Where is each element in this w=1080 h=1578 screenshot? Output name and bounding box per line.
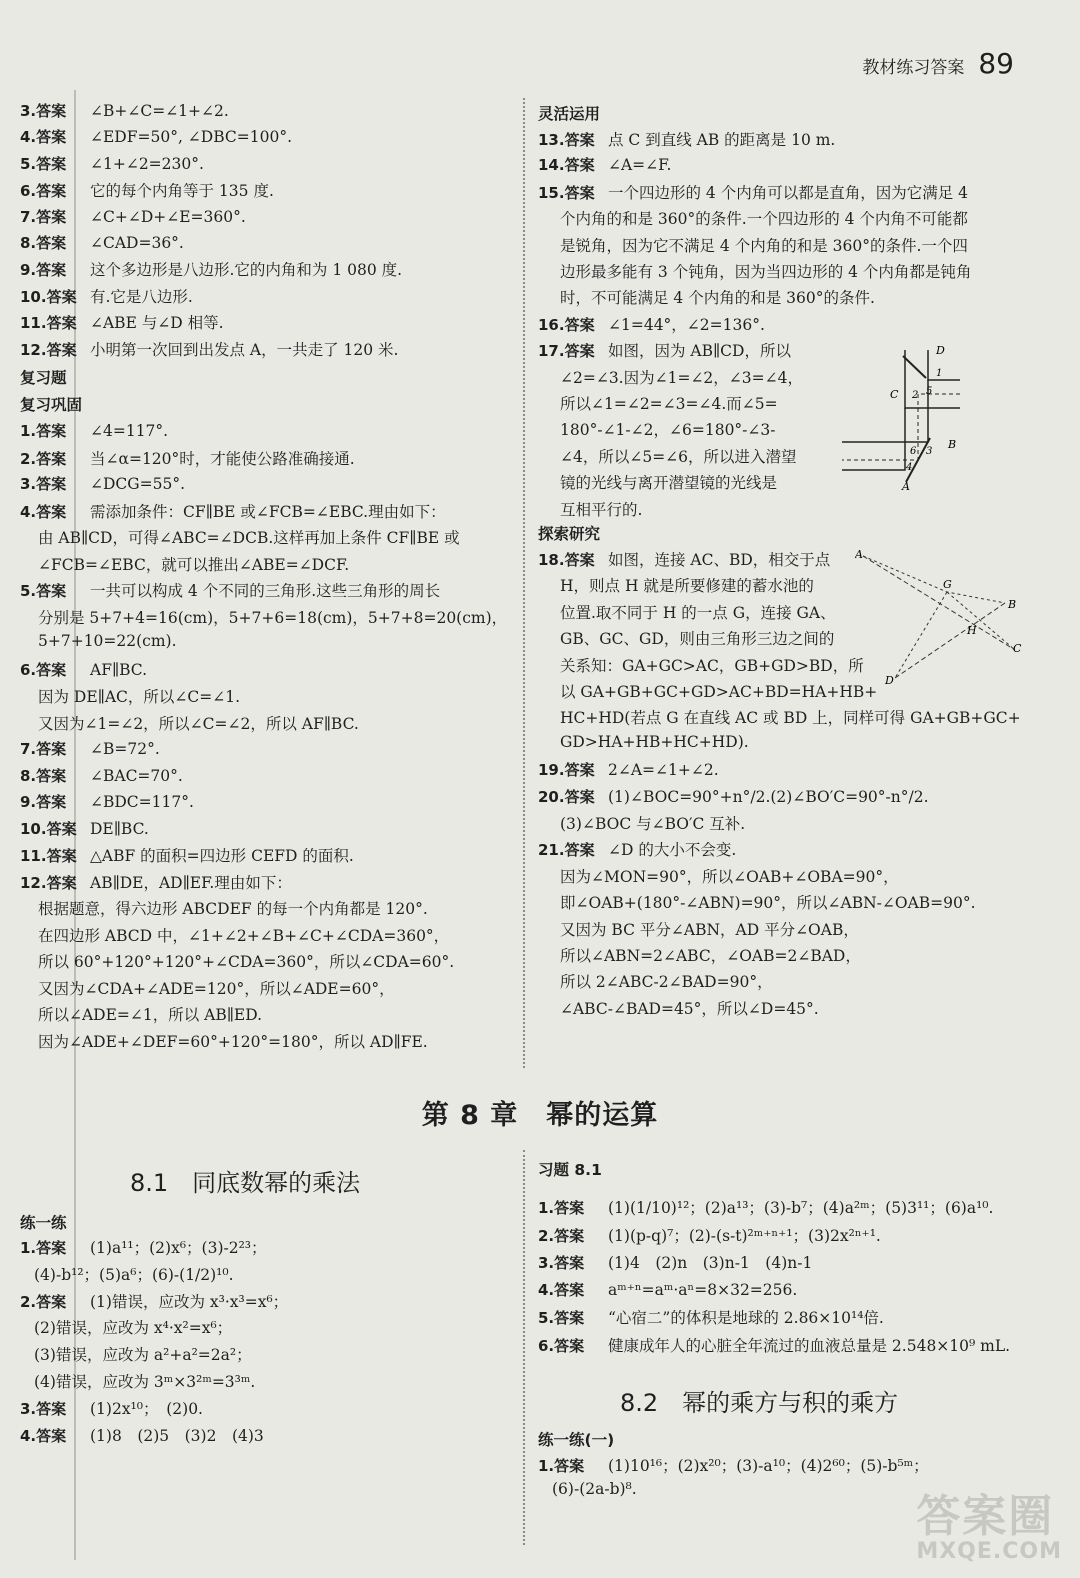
answer-line (538, 1480, 637, 1498)
review-subtitle: 复习巩固 (20, 396, 83, 414)
answer-number: 6.答案 (20, 660, 67, 679)
answer-number: 10.答案 (20, 287, 77, 306)
answer-text: 时，不可能满足 4 个内角的和是 360°的条件. (560, 289, 875, 308)
watermark (916, 1491, 1062, 1564)
answer-text: 如图，因为 AB∥CD，所以 (608, 342, 791, 361)
answer-text: 因为∠ADE+∠DEF=60°+120°=180°，所以 AD∥FE. (38, 1032, 428, 1051)
answer-line (538, 445, 797, 467)
answer-text: 这个多边形是八边形.它的内角和为 1 080 度. (90, 261, 403, 280)
answer-number: 4.答案 (20, 1426, 67, 1445)
watermark-logo-text: 答案圈 (916, 1491, 1055, 1542)
answer-line (538, 548, 830, 570)
answer-text: 它的每个内角等于 135 度. (90, 182, 274, 201)
answer-line (20, 100, 229, 121)
fig18-label-d: D (885, 674, 894, 687)
answer-line (538, 838, 736, 860)
answer-line (20, 338, 399, 360)
fig17-label-c: C (890, 388, 899, 401)
answer-text: 互相平行的. (560, 500, 643, 519)
answer-line (20, 553, 349, 575)
answer-line (538, 234, 968, 256)
answer-text: (1)错误，应改为 x³·x³=x⁶； (90, 1292, 289, 1311)
answer-text: 由 AB∥CD，可得∠ABC=∠DCB.这样再加上条件 CF∥BE 或 (38, 529, 460, 547)
answer-text: AB∥DE，AD∥EF.理由如下： (90, 873, 292, 892)
answer-line (538, 207, 968, 229)
answer-line (20, 500, 446, 522)
answer-text: 小明第一次回到出发点 A，一共走了 120 米. (90, 340, 399, 359)
answer-line (20, 871, 292, 893)
answer-text: 一共可以构成 4 个不同的三角形.这些三角形的周长 (90, 582, 441, 600)
answer-text: (2)错误，应改为 x⁴·x²=x⁶； (34, 1319, 233, 1338)
answer-line (20, 685, 240, 707)
answer-text: ∠4=117°. (90, 422, 169, 440)
answer-number: 4.答案 (20, 502, 67, 521)
answer-text: ∠ABC-∠BAD=45°，所以∠D=45°. (560, 999, 819, 1018)
section-explore: 探索研究 (538, 525, 601, 543)
fig17-label-4: 4 (906, 462, 913, 473)
answer-number: 4.答案 (20, 128, 67, 147)
answer-line (20, 924, 449, 946)
answer-line (20, 258, 402, 280)
section-8-2-title: 8.2 幂的乘方与积的乘方 (620, 1389, 899, 1417)
answer-line (20, 632, 177, 650)
answer-number: 4.答案 (538, 1280, 585, 1299)
section-flexible-use: 灵活运用 (538, 105, 601, 123)
answer-line (538, 1196, 993, 1218)
answer-text: GD>HA+HB+HC+HD). (560, 732, 749, 751)
answer-text: △ABF 的面积=四边形 CEFD 的面积. (90, 847, 354, 865)
periscope-figure (840, 342, 970, 492)
answer-text: 镜的光线与离开潜望镜的光线是 (560, 474, 778, 493)
fig17-label-5: 5 (926, 386, 933, 397)
answer-line (538, 1251, 812, 1273)
answer-line (20, 126, 292, 147)
answer-text: 有.它是八边形. (90, 287, 193, 306)
answer-line (20, 1370, 255, 1392)
answer-text: 分别是 5+7+4=16(cm)，5+7+6=18(cm)，5+7+8=20(cm)， (38, 608, 508, 627)
answer-line (538, 786, 929, 807)
fig17-label-3: 3 (926, 446, 933, 457)
answer-number: 3.答案 (538, 1254, 585, 1273)
answer-line (20, 977, 395, 999)
answer-text: ∠D 的大小不会变. (608, 841, 737, 860)
answer-line (538, 1454, 929, 1476)
answer-number: 11.答案 (20, 314, 77, 333)
answer-line (538, 1334, 1010, 1356)
answer-line (20, 1424, 264, 1446)
answer-text: (1)10¹⁶；(2)x²⁰；(3)-a¹⁰；(4)2⁶⁰；(5)-b⁵ᵐ； (608, 1457, 929, 1475)
answer-text: 健康成年人的心脏全年流过的血液总量是 2.548×10⁹ mL. (608, 1337, 1011, 1355)
answer-line (20, 179, 274, 201)
fig17-label-d: D (936, 344, 945, 357)
answer-text: 又因为 BC 平分∠ABN，AD 平分∠OAB， (560, 920, 859, 939)
answer-number: 21.答案 (538, 841, 595, 860)
answer-text: 位置.取不同于 H 的一点 G，连接 GA、 (560, 603, 836, 622)
answer-line (538, 1224, 881, 1246)
answer-text: ∠A=∠F. (608, 156, 672, 175)
watermark-url: MXQE.COM (916, 1539, 1062, 1564)
answer-line (538, 627, 834, 649)
answer-text: 因为 DE∥AC，所以∠C=∠1. (38, 688, 240, 706)
answer-text: GB、GC、GD，则由三角形三边之间的 (560, 630, 835, 649)
answer-line (538, 313, 765, 335)
answer-number: 12.答案 (20, 873, 77, 892)
answer-line (538, 918, 859, 940)
answer-number: 12.答案 (20, 340, 77, 359)
answer-number: 3.答案 (20, 102, 67, 120)
answer-line (20, 447, 355, 469)
fig17-label-1: 1 (936, 368, 943, 379)
answer-line (20, 420, 168, 441)
answer-number: 9.答案 (20, 261, 67, 280)
column-divider-top (523, 98, 525, 1068)
fig18-label-h: H (967, 624, 977, 637)
answer-text: 需添加条件：CF∥BE 或∠FCB=∠EBC.理由如下： (90, 502, 446, 521)
answer-number: 3.答案 (20, 475, 67, 493)
answer-number: 18.答案 (538, 551, 595, 569)
answer-text: “心宿二”的体积是地球的 2.86×10¹⁴倍. (608, 1309, 884, 1328)
answer-line (20, 897, 428, 919)
answer-number: 1.答案 (538, 1199, 585, 1217)
answer-number: 6.答案 (538, 1337, 585, 1355)
answer-line (538, 418, 776, 440)
answer-text: (4)错误，应改为 3ᵐ×3²ᵐ=3³ᵐ. (34, 1373, 256, 1391)
practice-8-1-title: 练一练 (20, 1214, 67, 1232)
answer-line (538, 339, 791, 361)
header-title: 教材练习答案 (862, 58, 965, 78)
answer-text: 5+7+10=22(cm). (38, 632, 177, 650)
answer-text: DE∥BC. (90, 819, 149, 838)
fig18-label-b: B (1008, 598, 1017, 611)
answer-line (20, 844, 354, 866)
answer-text: (1)(1/10)¹²；(2)a¹³；(3)-b⁷；(4)a²ᵐ；(5)3¹¹；(6)a¹⁰. (608, 1199, 994, 1217)
answer-line (538, 286, 875, 308)
answer-number: 5.答案 (20, 582, 67, 600)
answer-line (20, 818, 149, 839)
practice-8-2-title: 练一练(一) (538, 1431, 615, 1449)
answer-text: AF∥BC. (90, 660, 148, 679)
answer-line (538, 366, 803, 388)
answer-line (20, 579, 440, 601)
answer-number: 5.答案 (20, 154, 67, 173)
answer-text: 个内角的和是 360°的条件.一个四边形的 4 个内角不可能都 (560, 210, 968, 229)
answer-line (20, 206, 246, 227)
answer-number: 2.答案 (538, 1226, 585, 1245)
answer-number: 10.答案 (20, 819, 77, 838)
answer-number: 1.答案 (538, 1457, 585, 1475)
fig17-label-2: 2 (912, 390, 919, 401)
answer-text: (1)(p-q)⁷；(2)-(s-t)²ᵐ⁺ⁿ⁺¹；(3)2x²ⁿ⁺¹. (608, 1226, 881, 1245)
answer-number: 3.答案 (20, 1399, 67, 1418)
answer-text: ∠B+∠C=∠1+∠2. (90, 102, 229, 120)
review-title: 复习题 (20, 369, 67, 387)
answer-line (538, 1279, 797, 1300)
section-8-1-title: 8.1 同底数幂的乘法 (130, 1169, 361, 1197)
answer-text: 边形最多能有 3 个钝角，因为当四边形的 4 个内角都是钝角 (560, 263, 972, 281)
answer-text: 因为∠MON=90°，所以∠OAB+∠OBA=90°， (560, 867, 899, 886)
answer-line (538, 759, 719, 780)
answer-line (538, 944, 861, 966)
fig17-label-b: B (948, 438, 957, 451)
answer-number: 13.答案 (538, 131, 595, 149)
answer-text: 所以∠1=∠2=∠3=∠4.而∠5= (560, 395, 778, 413)
answer-line (20, 950, 454, 972)
answer-text: 关系知：GA+GC>AC，GB+GD>BD，所 (560, 656, 864, 675)
answer-text: 一个四边形的 4 个内角可以都是直角，因为它满足 4 (608, 183, 969, 202)
answer-text: 点 C 到直线 AB 的距离是 10 m. (608, 131, 836, 149)
answer-line (20, 659, 147, 680)
answer-text: 是锐角，因为它不满足 4 个内角的和是 360°的条件.一个四 (560, 236, 968, 255)
answer-line (538, 654, 864, 676)
answer-text: 所以 60°+120°+120°+∠CDA=360°，所以∠CDA=60°. (38, 953, 455, 971)
answer-number: 14.答案 (538, 156, 595, 175)
answer-line (20, 153, 204, 174)
answer-text: (4)-b¹²；(5)a⁶；(6)-(1/2)¹⁰. (34, 1265, 234, 1284)
column-divider-bottom (523, 1150, 525, 1545)
answer-number: 7.答案 (20, 207, 67, 226)
answer-text: (3)错误，应改为 a²+a²=2a²； (34, 1346, 252, 1365)
answer-text: (3)∠BOC 与∠BO′C 互补. (560, 815, 746, 833)
answer-text: 即∠OAB+(180°-∠ABN)=90°，所以∠ABN-∠OAB=90°. (560, 894, 976, 913)
answer-text: 以 GA+GB+GC+GD>AC+BD=HA+HB+ (560, 683, 878, 701)
answer-text: 又因为∠CDA+∠ADE=120°，所以∠ADE=60°， (38, 979, 395, 998)
answer-line (538, 574, 814, 596)
answer-text: 当∠α=120°时，才能使公路准确接通. (90, 449, 355, 468)
answer-number: 2.答案 (20, 449, 67, 468)
answer-text: 180°-∠1-∠2，∠6=180°-∠3- (560, 421, 776, 440)
answer-text: ∠1+∠2=230°. (90, 154, 204, 173)
answer-line (20, 285, 193, 307)
answer-line (538, 154, 671, 175)
answer-text: ∠DCG=55°. (90, 475, 186, 493)
answer-number: 5.答案 (538, 1309, 585, 1328)
answer-text: ∠C+∠D+∠E=360°. (90, 207, 246, 226)
answer-text: (1)4 (2)n (3)n-1 (4)n-1 (608, 1254, 813, 1273)
answer-number: 2.答案 (20, 1292, 67, 1311)
chapter-title: 第 8 章 幂的运算 (421, 1100, 659, 1131)
answer-line (20, 712, 359, 734)
answer-text: H，则点 H 就是所要修建的蓄水池的 (560, 577, 814, 596)
answer-line (538, 733, 749, 751)
answer-line (538, 498, 642, 520)
answer-line (538, 812, 745, 834)
answer-text: 2∠A=∠1+∠2. (608, 761, 719, 780)
fig18-label-c: C (1013, 642, 1022, 655)
answer-line (20, 1003, 262, 1025)
answer-text: (1)∠BOC=90°+n°/2.(2)∠BO′C=90°-n°/2. (608, 787, 929, 806)
answer-line (20, 738, 160, 759)
answer-number: 6.答案 (20, 182, 67, 201)
page-number: 89 (978, 47, 1014, 80)
answer-line (20, 1290, 288, 1312)
fig17-label-a: A (902, 480, 910, 492)
answer-line (538, 471, 777, 493)
answer-number: 15.答案 (538, 183, 595, 202)
answer-text: 所以∠ABN=2∠ABC，∠OAB=2∠BAD， (560, 947, 861, 965)
answer-line (20, 1263, 234, 1285)
answer-text: ∠CAD=36°. (90, 234, 184, 252)
answer-line (20, 311, 224, 333)
page-header (862, 47, 1014, 80)
answer-text: 又因为∠1=∠2，所以∠C=∠2，所以 AF∥BC. (38, 714, 359, 733)
answer-line (538, 128, 835, 150)
answer-line (20, 232, 184, 253)
answer-number: 16.答案 (538, 315, 595, 334)
answer-number: 19.答案 (538, 761, 595, 780)
answer-number: 11.答案 (20, 847, 77, 865)
answer-line (538, 392, 778, 414)
answer-line (538, 865, 899, 887)
answer-line (20, 1316, 232, 1338)
answer-text: aᵐ⁺ⁿ=aᵐ·aⁿ=8×32=256. (608, 1280, 798, 1299)
answer-line (538, 181, 968, 203)
answer-number: 8.答案 (20, 234, 67, 252)
answer-text: 所以∠ADE=∠1，所以 AB∥ED. (38, 1006, 263, 1024)
answer-line (538, 601, 836, 623)
answer-text: ∠BDC=117°. (90, 793, 194, 811)
reservoir-figure (855, 548, 1025, 688)
answer-text: ∠ABE 与∠D 相等. (90, 314, 224, 333)
fig18-label-a: A (855, 548, 863, 561)
answer-text: (1)2x¹⁰； (2)0. (90, 1399, 203, 1418)
answer-text: ∠2=∠3.因为∠1=∠2，∠3=∠4， (560, 368, 803, 387)
answer-number: 8.答案 (20, 766, 67, 785)
exercise-8-1-title: 习题 8.1 (538, 1161, 602, 1179)
answer-line (538, 970, 773, 992)
answer-text: ∠BAC=70°. (90, 766, 183, 785)
answer-text: 在四边形 ABCD 中，∠1+∠2+∠B+∠C+∠CDA=360°， (38, 926, 450, 945)
answer-number: 1.答案 (20, 422, 67, 440)
answer-line (20, 1397, 203, 1419)
answer-line (20, 765, 183, 786)
answer-text: (1)8 (2)5 (3)2 (4)3 (90, 1426, 264, 1445)
answer-line (538, 260, 971, 282)
answer-text: 所以 2∠ABC-2∠BAD=90°， (560, 973, 773, 992)
answer-line (20, 473, 185, 494)
answer-line (538, 1306, 884, 1328)
answer-text: 如图，连接 AC、BD，相交于点 (608, 551, 831, 569)
answer-line (20, 791, 194, 812)
fig18-label-g: G (943, 578, 952, 591)
answer-text: HC+HD(若点 G 在直线 AC 或 BD 上，同样可得 GA+GB+GC+ (560, 709, 1021, 728)
answer-text: ∠FCB=∠EBC，就可以推出∠ABE=∠DCF. (38, 555, 350, 574)
answer-text: ∠B=72°. (90, 740, 160, 758)
answer-number: 17.答案 (538, 342, 595, 361)
answer-line (20, 1343, 252, 1365)
answer-text: 根据题意，得六边形 ABCDEF 的每一个内角都是 120°. (38, 900, 428, 918)
answer-line (20, 526, 460, 548)
answer-text: ∠4，所以∠5=∠6，所以进入潜望 (560, 447, 797, 466)
answer-text: ∠EDF=50°, ∠DBC=100°. (90, 128, 292, 147)
answer-line (538, 997, 819, 1019)
answer-text: (1)a¹¹；(2)x⁶；(3)-2²³； (90, 1239, 267, 1257)
answer-number: 7.答案 (20, 740, 67, 758)
answer-text: ∠1=44°，∠2=136°. (608, 315, 765, 334)
answer-line (20, 1236, 267, 1258)
answer-number: 20.答案 (538, 787, 595, 806)
answer-line (538, 706, 1021, 728)
answer-line (20, 1030, 428, 1052)
answer-text: (6)-(2a-b)⁸. (552, 1480, 637, 1498)
answer-line (538, 891, 976, 913)
answer-number: 9.答案 (20, 793, 67, 811)
answer-number: 1.答案 (20, 1239, 67, 1257)
answer-line (20, 606, 507, 628)
answer-line (538, 680, 878, 702)
fig17-label-6: 6 (910, 446, 917, 457)
